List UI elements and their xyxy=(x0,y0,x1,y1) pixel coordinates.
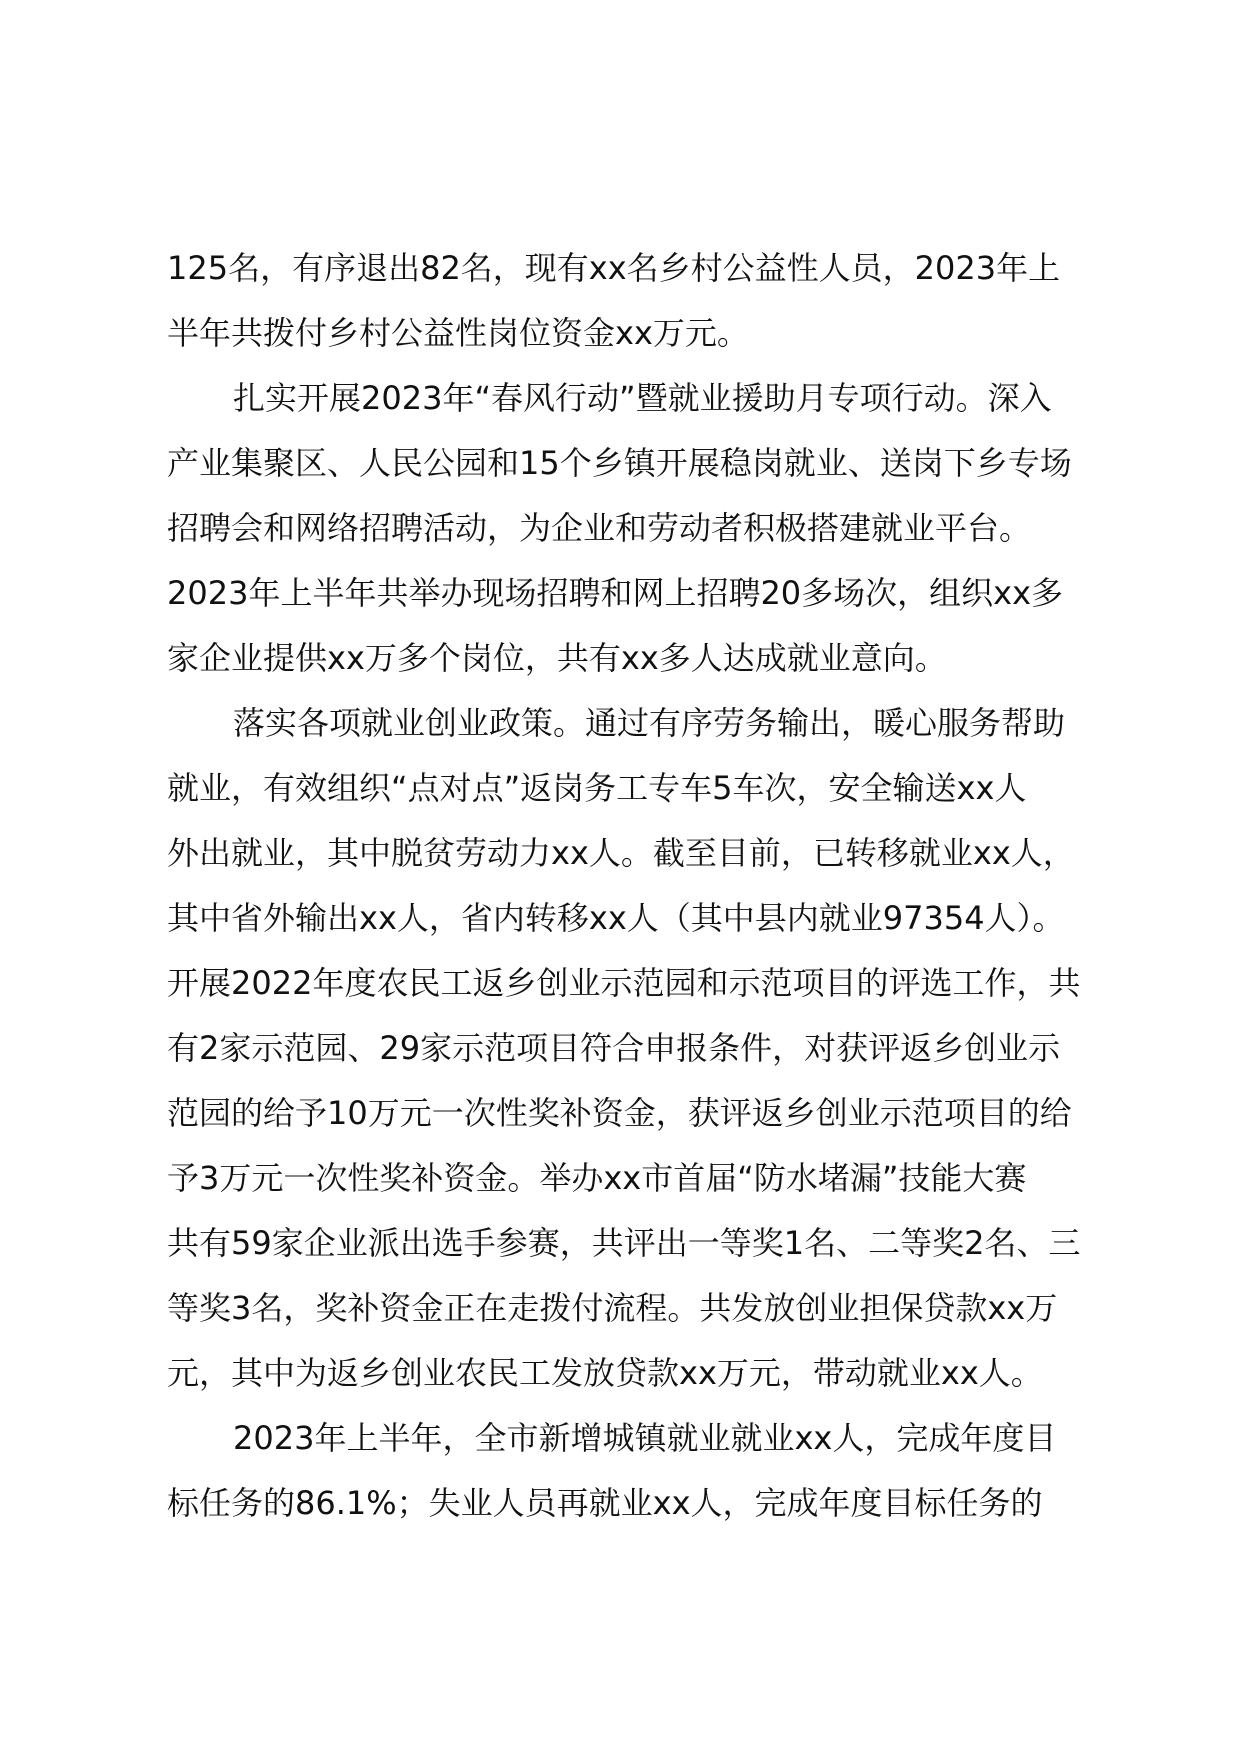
text-line: 落实各项就业创业政策。通过有序劳务输出，暖心服务帮助 xyxy=(233,704,1066,742)
text-line: 产业集聚区、人民公园和15个乡镇开展稳岗就业、送岗下乡专场 xyxy=(167,444,1072,482)
text-line: 等奖3名，奖补资金正在走拨付流程。共发放创业担保贷款xx万 xyxy=(167,1289,1058,1327)
text-line: 元，其中为返乡创业农民工发放贷款xx万元，带动就业xx人。 xyxy=(167,1354,1043,1392)
text-line: 125名，有序退出82名，现有xx名乡村公益性人员，2023年上 xyxy=(167,249,1061,287)
paragraph-rural-public-posts xyxy=(167,236,1127,366)
text-line: 半年共拨付乡村公益性岗位资金xx万元。 xyxy=(167,314,749,352)
paragraph-half-year-results xyxy=(167,1406,1127,1536)
text-line: 共有59家企业派出选手参赛，共评出一等奖1名、二等奖2名、三 xyxy=(167,1224,1081,1262)
document-body xyxy=(167,236,1127,1536)
text-line: 外出就业，其中脱贫劳动力xx人。截至目前，已转移就业xx人， xyxy=(167,834,1075,872)
text-line: 予3万元一次性奖补资金。举办xx市首届“防水堵漏”技能大赛 xyxy=(167,1159,1027,1197)
text-line: 范园的给予10万元一次性奖补资金，获评返乡创业示范项目的给 xyxy=(167,1094,1072,1132)
paragraph-employment-policies xyxy=(167,691,1127,1406)
text-line: 2023年上半年共举办现场招聘和网上招聘20多场次，组织xx多 xyxy=(167,574,1064,612)
text-line: 就业，有效组织“点对点”返岗务工专车5车次，安全输送xx人 xyxy=(167,769,1027,807)
text-line: 标任务的86.1%；失业人员再就业xx人，完成年度目标任务的 xyxy=(167,1484,1043,1522)
text-line: 有2家示范园、29家示范项目符合申报条件，对获评返乡创业示 xyxy=(167,1029,1061,1067)
text-line: 其中省外输出xx人，省内转移xx人（其中县内就业97354人）。 xyxy=(167,899,1065,937)
text-line: 家企业提供xx万多个岗位，共有xx多人达成就业意向。 xyxy=(167,639,947,677)
paragraph-spring-breeze-action xyxy=(167,366,1127,691)
text-line: 开展2022年度农民工返乡创业示范园和示范项目的评选工作，共 xyxy=(167,964,1081,1002)
text-line: 2023年上半年，全市新增城镇就业就业xx人，完成年度目 xyxy=(233,1419,1057,1457)
text-line: 招聘会和网络招聘活动，为企业和劳动者积极搭建就业平台。 xyxy=(167,509,1032,547)
text-line: 扎实开展2023年“春风行动”暨就业援助月专项行动。深入 xyxy=(233,379,1052,417)
